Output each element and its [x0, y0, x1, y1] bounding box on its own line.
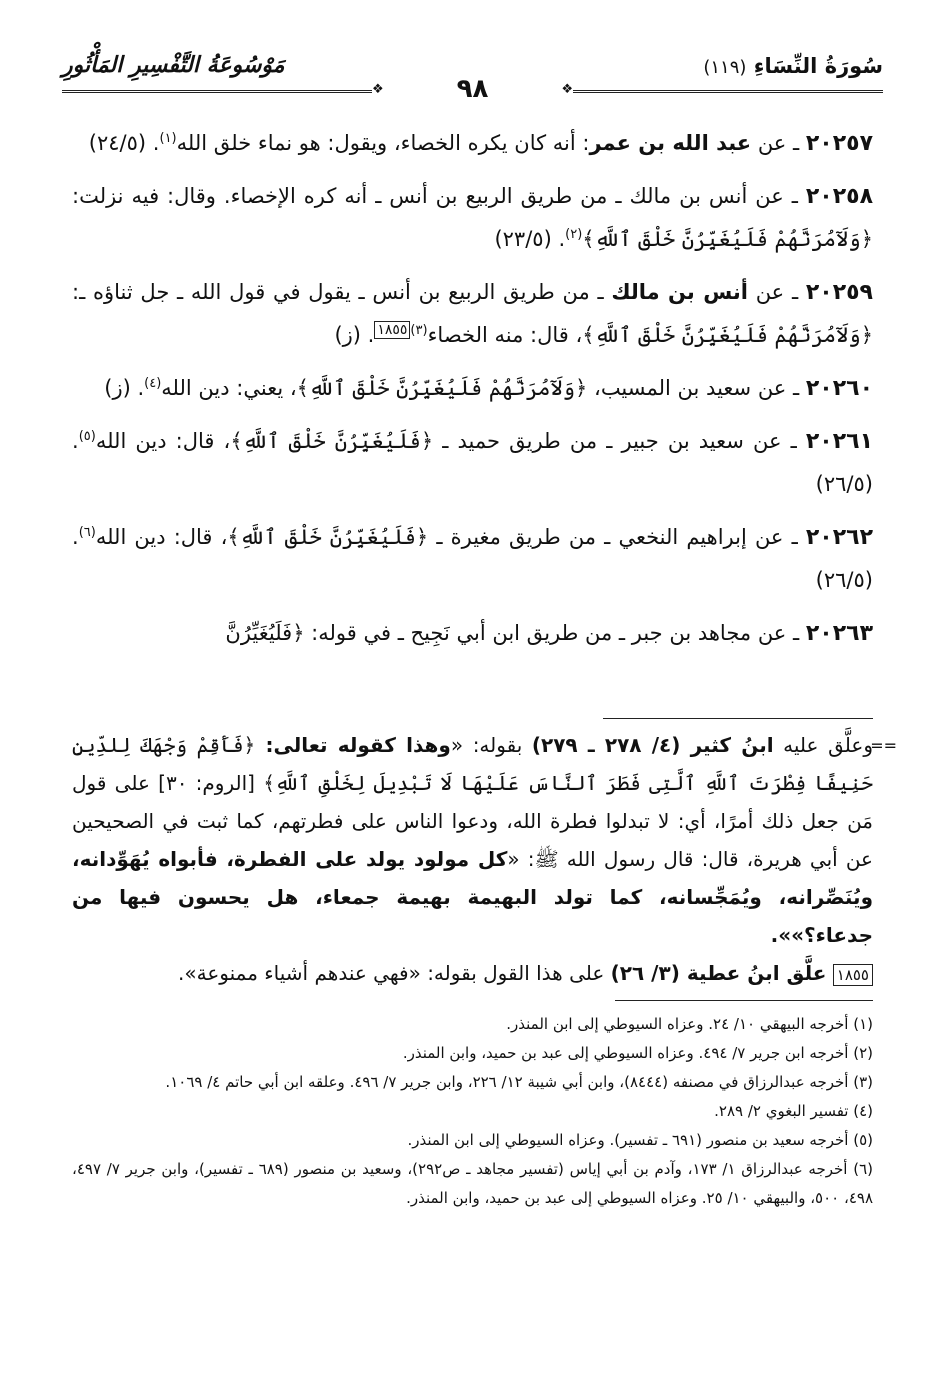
- scholar-citation: علَّق ابنُ عطية (٣/ ٢٦): [610, 961, 827, 985]
- footnote-2: (٢) أخرجه ابن جرير ٧/ ٤٩٤. وعزاه السيوطي إلى عبد بن حميد، وابن المنذر.: [402, 1044, 873, 1062]
- narration-number: ٢٠٢٥٧: [805, 131, 873, 156]
- commentary-separator: [603, 718, 873, 719]
- narration-20260: [72, 367, 873, 410]
- footnote-4: (٤) تفسير البغوي ٢/ ٢٨٩.: [714, 1102, 873, 1120]
- continuation-marker: ==: [870, 736, 897, 755]
- commentary-text: »».: [770, 923, 805, 947]
- narration-text: .: [551, 227, 566, 251]
- narration-text: ـ عن: [751, 131, 800, 155]
- commentary: [72, 726, 873, 992]
- commentary-ref-box[interactable]: ١٨٥٥: [374, 321, 410, 339]
- source-citation: (٢٦/٥): [815, 568, 873, 592]
- narration-number: ٢٠٢٦٢: [805, 525, 873, 550]
- narration-text: ـ عن سعيد بن المسيب،: [587, 376, 800, 400]
- narration-text: ، يعني: دين الله: [161, 376, 297, 400]
- page-number: ٩٨: [456, 74, 489, 104]
- narration-text: ، قال: دين الله: [95, 525, 228, 549]
- commentary-ibn-kathir: [72, 726, 873, 954]
- commentary-text: على هذا القول بقوله: «فهي عندهم أشياء ممنوعة».: [178, 961, 611, 985]
- quran-quote: ﴿فَأَقِمْ وَجْهَكَ لِلدِّينِ حَنِيفًا فِطْرَتَ ٱللَّهِ ٱلَّتِى فَطَرَ ٱلنَّاسَ عَلَيْهَا لَا تَبْدِيلَ لِخَلْقِ ٱللَّهِ﴾: [72, 733, 874, 795]
- narration-text: ـ عن مجاهد بن جبر ـ من طريق ابن أبي نَجِيح ـ في قوله:: [304, 621, 800, 645]
- ornament-icon: ❖: [561, 82, 573, 97]
- narrator-name: أنس بن مالك: [611, 280, 748, 304]
- footnote-6: (٦) أخرجه عبدالرزاق ١/ ١٧٣، وآدم بن أبي إياس (تفسير مجاهد ـ ص٢٩٢)، وسعيد بن منصور (٦٨٩ ـ تفسير)، وابن جرير ٧/ ٤٩٧، ٤٩٨، ٥٠٠، والبيهقي ١٠/ ٢٥. وعزاه السيوطي إلى عبد بن حميد، وابن المنذر.: [72, 1160, 873, 1207]
- narrations: [72, 122, 873, 665]
- narrator-name: عبد الله بن عمر: [589, 131, 752, 155]
- quran-quote: ﴿فَلَيُغَيِّرُنَّ خَلْقَ ٱللَّهِ﴾: [227, 525, 429, 549]
- narration-text: .: [72, 429, 79, 453]
- footnote-ref[interactable]: (٢): [565, 227, 583, 242]
- narration-text: .: [130, 376, 145, 400]
- commentary-text: وهذا كقوله تعالى:: [255, 733, 451, 757]
- source-citation: (٢٤/٥): [88, 131, 147, 155]
- commentary-text: بقوله: «: [450, 733, 532, 757]
- narration-text: ـ من طريق الربيع بن أنس ـ يقول في قول الله ـ جل ثناؤه ـ:: [72, 280, 612, 304]
- source-citation: (٢٦/٥): [815, 472, 873, 496]
- commentary-text: [الروم: ٣٠] على قول مَن جعل ذلك أمرًا، أي: لا تبدلوا فطرة الله، ودعوا الناس على فطرتهم، كما ثبت في الصحيحين عن أبي هريرة، قال: قال رسول الله ﷺ: «: [72, 771, 873, 871]
- ayah-number: (١١٩): [703, 57, 747, 78]
- source-citation: (ز): [104, 376, 131, 400]
- narration-20262: [72, 516, 873, 602]
- narration-number: ٢٠٢٥٩: [805, 280, 873, 305]
- narration-text: ـ عن: [747, 280, 799, 304]
- narration-number: ٢٠٢٦٣: [805, 621, 873, 646]
- ornament-icon: ❖: [372, 82, 384, 97]
- quran-quote: ﴿فَلَيُغَيِّرُنَّ: [225, 621, 305, 645]
- narration-20257: [72, 122, 873, 165]
- quran-quote: ﴿وَلَآمُرَنَّهُمْ فَلَيُغَيِّرُنَّ خَلْقَ ٱللَّهِ﴾: [296, 376, 588, 400]
- source-citation: (٢٣/٥): [494, 227, 552, 251]
- narration-20263: [72, 612, 873, 655]
- header-rule-right: [573, 90, 883, 93]
- quran-quote: ﴿وَلَآمُرَنَّهُمْ فَلَيُغَيِّرُنَّ خَلْقَ ٱللَّهِ﴾: [582, 323, 873, 347]
- source-citation: (ز): [334, 323, 361, 347]
- narration-text: ـ عن أنس بن مالك ـ من طريق الربيع بن أنس ـ أنه كره الإخصاء. وقال: فيه نزلت:: [72, 184, 798, 208]
- footnotes: [72, 1010, 873, 1213]
- narration-20259: [72, 271, 873, 357]
- narration-number: ٢٠٢٥٨: [805, 184, 873, 209]
- scholar-citation: ابنُ كثير (٤/ ٢٧٨ ـ ٢٧٩): [531, 733, 774, 757]
- narration-text: ، قال: دين الله: [95, 429, 231, 453]
- footnote-ref[interactable]: (٥): [78, 429, 96, 444]
- narration-text: ـ عن سعيد بن جبير ـ من طريق حميد ـ: [433, 429, 797, 453]
- footnote-ref[interactable]: (٦): [78, 525, 96, 540]
- narration-20261: [72, 420, 873, 506]
- commentary-text: وعلَّق عليه: [773, 733, 873, 757]
- narration-text: ، قال: منه الخصاء: [427, 323, 583, 347]
- footnote-ref[interactable]: (١): [159, 131, 177, 146]
- footnote-ref[interactable]: (٤): [144, 376, 162, 391]
- narration-text: .: [72, 525, 79, 549]
- quran-quote: ﴿فَلَيُغَيِّرُنَّ خَلْقَ ٱللَّهِ﴾: [230, 429, 434, 453]
- footnote-separator: [615, 1000, 873, 1001]
- footnote-1: (١) أخرجه البيهقي ١٠/ ٢٤. وعزاه السيوطي إلى ابن المنذر.: [506, 1015, 873, 1033]
- page-header: [62, 52, 883, 104]
- narration-number: ٢٠٢٦١: [805, 429, 874, 454]
- quran-quote: ﴿وَلَآمُرَنَّهُمْ فَلَيُغَيِّرُنَّ خَلْقَ ٱللَّهِ﴾: [582, 227, 873, 251]
- narration-text: .: [146, 131, 160, 155]
- hadith-text: كل مولود يولد على الفطرة، فأبواه يُهَوِّدانه، ويُنَصِّرانه، ويُمَجِّسانه، كما تولد البهيمة بهيمة جمعاء، هل يحسون فيها من جدعاء؟: [72, 847, 873, 947]
- footnote-5: (٥) أخرجه سعيد بن منصور (٦٩١ ـ تفسير). وعزاه السيوطي إلى ابن المنذر.: [407, 1131, 873, 1149]
- commentary-ibn-atiyya: [72, 954, 873, 992]
- narration-text: ـ عن إبراهيم النخعي ـ من طريق مغيرة ـ: [428, 525, 798, 549]
- surah-name: سُورَةُ النِّسَاءِ: [753, 54, 883, 78]
- commentary-number-box: ١٨٥٥: [833, 964, 873, 986]
- surah-title: [703, 54, 883, 78]
- book-title: مَوْسُوعَةُ التَّفْسِيرِ المَأْثُورِ: [62, 52, 285, 78]
- header-rule-left: [62, 90, 372, 93]
- footnote-3: (٣) أخرجه عبدالرزاق في مصنفه (٨٤٤٤)، وابن أبي شيبة ١٢/ ٢٢٦، وابن جرير ٧/ ٤٩٦. وعلقه ابن أبي حاتم ٤/ ١٠٦٩.: [165, 1073, 873, 1091]
- narration-number: ٢٠٢٦٠: [805, 376, 873, 401]
- footnote-ref[interactable]: (٣): [410, 323, 428, 338]
- narration-20258: [72, 175, 873, 261]
- narration-text: : أنه كان يكره الخصاء، ويقول: هو نماء خلق الله: [176, 131, 590, 155]
- narration-text: .: [360, 323, 375, 347]
